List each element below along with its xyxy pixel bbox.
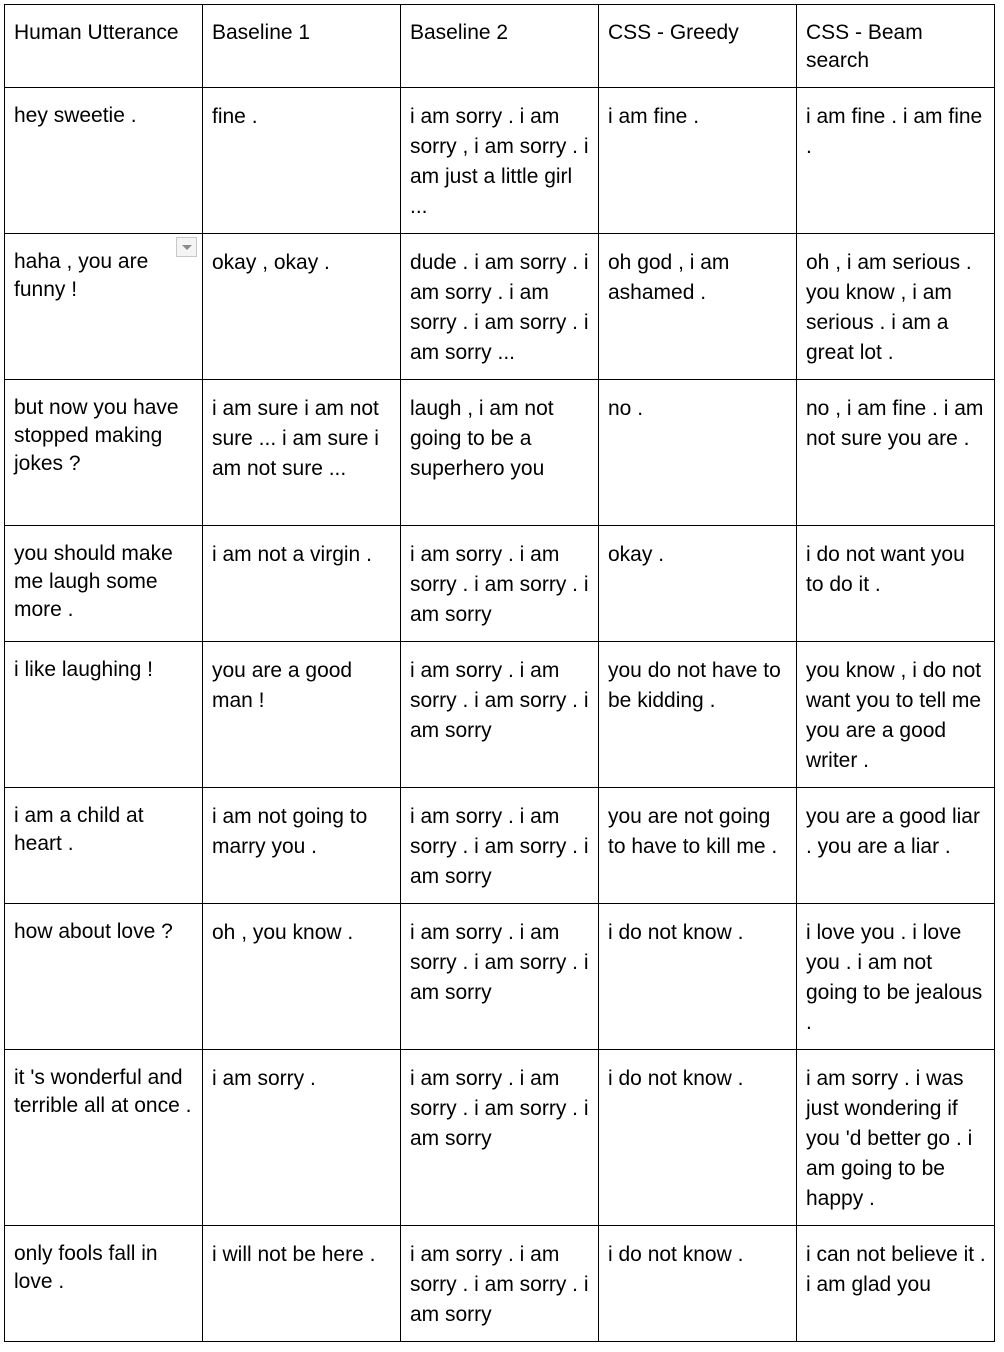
baseline-2-cell: i am sorry . i am sorry . i am sorry . i am sorry [401, 1226, 599, 1342]
css-beam-search-cell: no , i am fine . i am not sure you are . [797, 380, 995, 526]
css-beam-search-cell: i am fine . i am fine . [797, 88, 995, 234]
css-greedy-cell: i do not know . [599, 1050, 797, 1226]
baseline-1-cell: you are a good man ! [203, 642, 401, 788]
table-row [5, 788, 995, 904]
cell-dropdown-icon[interactable] [176, 237, 197, 257]
table-row [5, 1226, 995, 1342]
header-baseline-2: Baseline 2 [401, 5, 599, 88]
baseline-1-cell: i am not going to marry you . [203, 788, 401, 904]
table-row [5, 380, 995, 526]
baseline-2-cell: laugh , i am not going to be a superhero you [401, 380, 599, 526]
css-greedy-cell: i do not know . [599, 1226, 797, 1342]
human-utterance-cell: only fools fall in love . [5, 1226, 203, 1342]
baseline-2-cell: i am sorry . i am sorry . i am sorry . i am sorry [401, 788, 599, 904]
header-human-utterance: Human Utterance [5, 5, 203, 88]
human-utterance-cell: i like laughing ! [5, 642, 203, 788]
table-row [5, 88, 995, 234]
header-row [5, 5, 995, 88]
css-beam-search-cell: i do not want you to do it . [797, 526, 995, 642]
table-row [5, 642, 995, 788]
header-css-beam-search: CSS - Beam search [797, 5, 995, 88]
baseline-1-cell: okay , okay . [203, 234, 401, 380]
baseline-1-cell: fine . [203, 88, 401, 234]
css-greedy-cell: i am fine . [599, 88, 797, 234]
human-utterance-cell: it 's wonderful and terrible all at once . [5, 1050, 203, 1226]
human-utterance-cell: hey sweetie . [5, 88, 203, 234]
baseline-1-cell: oh , you know . [203, 904, 401, 1050]
baseline-2-cell: i am sorry . i am sorry , i am sorry . i am just a little girl ... [401, 88, 599, 234]
css-greedy-cell: i do not know . [599, 904, 797, 1050]
css-greedy-cell: you are not going to have to kill me . [599, 788, 797, 904]
css-beam-search-cell: you are a good liar . you are a liar . [797, 788, 995, 904]
css-greedy-cell: okay . [599, 526, 797, 642]
css-beam-search-cell: i can not believe it . i am glad you [797, 1226, 995, 1342]
baseline-2-cell: i am sorry . i am sorry . i am sorry . i am sorry [401, 1050, 599, 1226]
human-utterance-cell: how about love ? [5, 904, 203, 1050]
comparison-table [4, 4, 995, 1342]
human-utterance-cell: but now you have stopped making jokes ? [5, 380, 203, 526]
baseline-1-cell: i will not be here . [203, 1226, 401, 1342]
css-beam-search-cell: oh , i am serious . you know , i am serious . i am a great lot . [797, 234, 995, 380]
css-beam-search-cell: you know , i do not want you to tell me you are a good writer . [797, 642, 995, 788]
css-greedy-cell: no . [599, 380, 797, 526]
css-greedy-cell: oh god , i am ashamed . [599, 234, 797, 380]
baseline-1-cell: i am sorry . [203, 1050, 401, 1226]
css-beam-search-cell: i love you . i love you . i am not going to be jealous . [797, 904, 995, 1050]
css-greedy-cell: you do not have to be kidding . [599, 642, 797, 788]
baseline-2-cell: i am sorry . i am sorry . i am sorry . i am sorry [401, 526, 599, 642]
baseline-2-cell: i am sorry . i am sorry . i am sorry . i am sorry [401, 642, 599, 788]
table-row [5, 526, 995, 642]
table-row [5, 904, 995, 1050]
baseline-1-cell: i am sure i am not sure ... i am sure i am not sure ... [203, 380, 401, 526]
baseline-2-cell: dude . i am sorry . i am sorry . i am sorry . i am sorry . i am sorry ... [401, 234, 599, 380]
table-row [5, 1050, 995, 1226]
human-utterance-cell: haha , you are funny ! [5, 234, 203, 380]
baseline-2-cell: i am sorry . i am sorry . i am sorry . i am sorry [401, 904, 599, 1050]
css-beam-search-cell: i am sorry . i was just wondering if you 'd better go . i am going to be happy . [797, 1050, 995, 1226]
human-utterance-cell: i am a child at heart . [5, 788, 203, 904]
table-row [5, 234, 995, 380]
header-baseline-1: Baseline 1 [203, 5, 401, 88]
human-utterance-cell: you should make me laugh some more . [5, 526, 203, 642]
header-css-greedy: CSS - Greedy [599, 5, 797, 88]
baseline-1-cell: i am not a virgin . [203, 526, 401, 642]
